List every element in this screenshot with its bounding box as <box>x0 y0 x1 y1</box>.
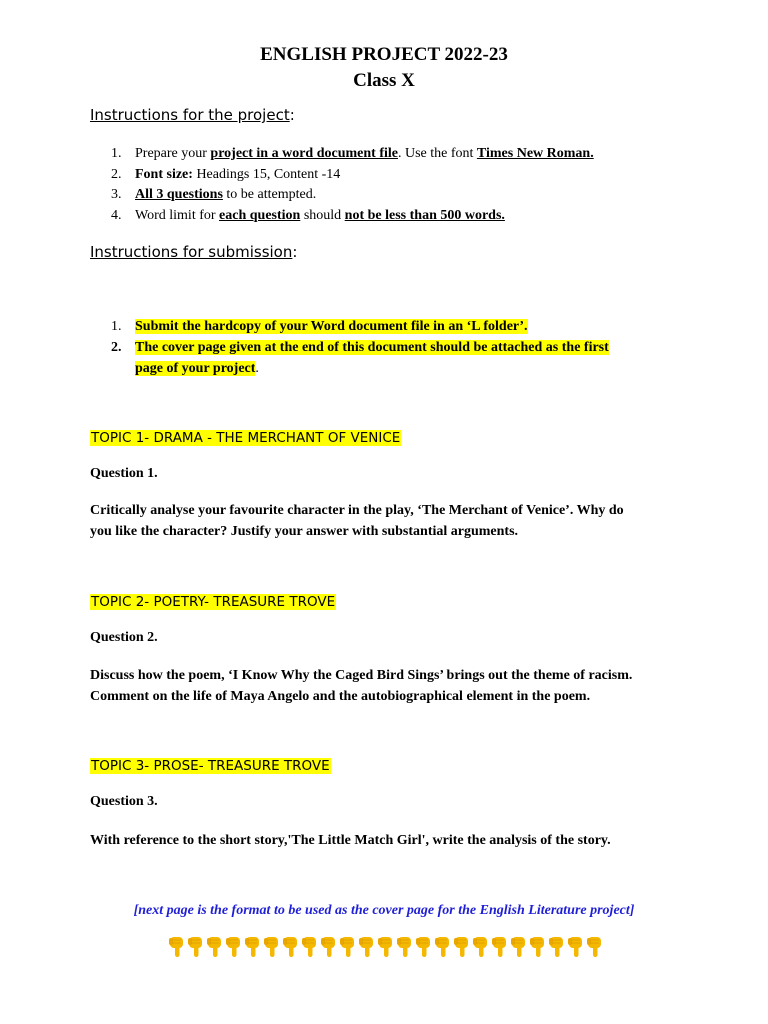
thumbs-down-icon <box>244 934 262 960</box>
list-number: 2. <box>111 166 122 182</box>
list-item <box>90 316 609 337</box>
instruction-text: Times New Roman. <box>476 146 594 161</box>
question-line: Comment on the life of Maya Angelo and the autobiographical element in the poem. <box>90 689 591 704</box>
question-line: Critically analyse your favourite character in the play, ‘The Merchant of Venice’. Why do <box>90 503 624 518</box>
thumbs-down-icon <box>263 934 281 960</box>
project-instructions-heading <box>90 106 295 124</box>
instruction-text: Word limit for <box>135 207 220 223</box>
question-text <box>90 830 690 851</box>
thumbs-down-icon <box>453 934 471 960</box>
question-text <box>90 500 690 542</box>
question-line: Discuss how the poem, ‘I Know Why the Caged Bird Sings’ brings out the theme of racism. <box>90 668 633 683</box>
thumbs-down-icon <box>301 934 319 960</box>
submission-item-text: Submit the hardcopy of your Word document file in an ‘L folder’. <box>135 319 528 334</box>
question-line: With reference to the short story,'The Little Match Girl', write the analysis of the story. <box>90 833 611 848</box>
topic-heading: TOPIC 1- DRAMA - THE MERCHANT OF VENICE <box>91 430 401 446</box>
topic-heading: TOPIC 3- PROSE- TREASURE TROVE <box>91 758 330 774</box>
thumbs-down-icon <box>586 934 604 960</box>
cover-page-note: [next page is the format to be used as the cover page for the English Literature project] <box>133 903 635 918</box>
thumbs-down-icon <box>377 934 395 960</box>
list-item <box>90 185 594 206</box>
list-number: 1. <box>111 319 122 334</box>
thumbs-down-icon <box>548 934 566 960</box>
list-number: 2. <box>111 340 122 355</box>
emoji-row <box>168 934 608 964</box>
instruction-text: Prepare your <box>135 146 211 161</box>
project-title: ENGLISH PROJECT 2022-23 <box>260 44 508 65</box>
list-item <box>90 337 609 379</box>
question-label: Question 3. <box>90 794 158 809</box>
thumbs-down-icon <box>168 934 186 960</box>
project-instructions-heading-text: Instructions for the project <box>90 106 290 124</box>
instruction-text: All 3 questions <box>135 187 223 202</box>
submission-instructions-heading-text: Instructions for submission <box>90 243 293 261</box>
thumbs-down-icon <box>225 934 243 960</box>
question-text <box>90 665 690 707</box>
list-number: 4. <box>111 207 122 223</box>
topic-heading: TOPIC 2- POETRY- TREASURE TROVE <box>91 594 336 610</box>
instruction-text: Headings 15, Content -14 <box>192 166 341 182</box>
instruction-text: each question <box>219 207 301 223</box>
list-item <box>90 144 594 165</box>
thumbs-down-icon <box>510 934 528 960</box>
heading-colon: : <box>289 106 295 124</box>
submission-item-text: page of your project <box>135 361 256 376</box>
instruction-text: . Use the font <box>397 146 477 161</box>
class-label: Class X <box>353 70 415 91</box>
instruction-text: should <box>300 207 345 223</box>
list-number: 1. <box>111 146 122 161</box>
submission-instructions-list <box>90 316 609 379</box>
thumbs-down-icon <box>206 934 224 960</box>
question-label: Question 1. <box>90 466 158 481</box>
thumbs-down-icon <box>282 934 300 960</box>
submission-item-text: The cover page given at the end of this document should be attached as the first <box>135 340 609 355</box>
question-line: you like the character? Justify your answer with substantial arguments. <box>90 524 519 539</box>
list-item <box>90 165 594 186</box>
heading-colon: : <box>292 243 298 261</box>
submission-item-period: . <box>255 361 259 376</box>
list-number: 3. <box>111 187 122 202</box>
list-item <box>90 206 594 227</box>
thumbs-down-icon <box>434 934 452 960</box>
submission-instructions-heading <box>90 243 297 261</box>
instruction-text: Font size: <box>135 166 193 182</box>
thumbs-down-icon <box>567 934 585 960</box>
thumbs-down-icon <box>396 934 414 960</box>
thumbs-down-icon <box>491 934 509 960</box>
thumbs-down-icon <box>358 934 376 960</box>
thumbs-down-icon <box>320 934 338 960</box>
thumbs-down-icon <box>415 934 433 960</box>
project-instructions-list <box>90 144 594 226</box>
question-label: Question 2. <box>90 630 158 645</box>
thumbs-down-icon <box>472 934 490 960</box>
thumbs-down-icon <box>187 934 205 960</box>
instruction-text: project in a word document file <box>210 146 398 161</box>
instruction-text: not be less than 500 words. <box>344 207 505 223</box>
instruction-text: to be attempted. <box>222 187 317 202</box>
thumbs-down-icon <box>529 934 547 960</box>
thumbs-down-icon <box>339 934 357 960</box>
